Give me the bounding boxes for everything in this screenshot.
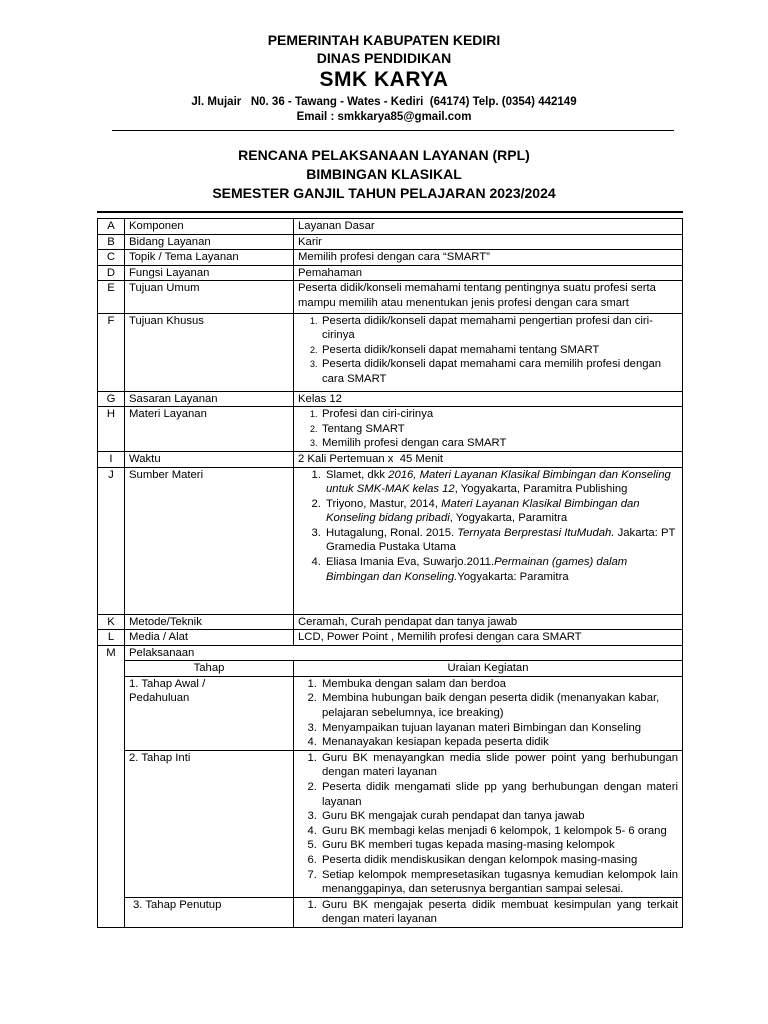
letterhead-address: Jl. Mujair N0. 36 - Tawang - Wates - Kediri (64174) Telp. (0354) 442149 xyxy=(191,96,577,108)
table-top-bar xyxy=(97,211,683,213)
row-label: Materi Layanan xyxy=(125,407,294,452)
row-sasaran xyxy=(98,391,683,407)
list-item: 1. Slamet, dkk 2016, Materi Layanan Klasikal Bimbingan dan Konseling untuk SMK-MAK kelas 12, Yogyakarta, Paramitra Publishing xyxy=(324,468,678,497)
row-letter: M xyxy=(98,645,125,927)
row-label: Komponen xyxy=(125,219,294,235)
row-materi xyxy=(98,407,683,452)
row-waktu xyxy=(98,451,683,467)
letterhead-department: DINAS PENDIDIKAN xyxy=(316,50,452,66)
list-item: 1. Guru BK menayangkan media slide power point yang berhubungan dengan materi layanan xyxy=(320,751,678,780)
row-label: Pelaksanaan xyxy=(125,645,683,661)
row-letter: C xyxy=(98,250,125,266)
activity-list xyxy=(298,898,678,927)
row-label: Media / Alat xyxy=(125,630,294,646)
row-label: Topik / Tema Layanan xyxy=(125,250,294,266)
materi-list xyxy=(298,407,678,451)
row-value: 2 Kali Pertemuan x 45 Menit xyxy=(294,451,683,467)
row-letter: I xyxy=(98,451,125,467)
row-label: Sasaran Layanan xyxy=(125,391,294,407)
rpl-table xyxy=(97,218,683,928)
column-header-tahap: Tahap xyxy=(125,661,294,677)
list-item: 2. Tentang SMART xyxy=(320,422,678,437)
sumber-materi-list xyxy=(298,468,678,585)
list-item: 1. Profesi dan ciri-cirinya xyxy=(320,407,678,422)
stage-activities xyxy=(294,750,683,897)
list-item: 3. Peserta didik/konseli dapat memahami cara memilih profesi dengan cara SMART xyxy=(320,357,678,386)
list-item: 1. Peserta didik/konseli dapat memahami pengertian profesi dan ciri-cirinya xyxy=(320,314,678,343)
row-value: Pemahaman xyxy=(294,265,683,281)
list-item: 4. Eliasa Imania Eva, Suwarjo.2011.Permainan (games) dalam Bimbingan dan Konseling.Yogyakarta: Paramitra xyxy=(324,555,678,584)
stage-name: 1. Tahap Awal / Pedahuluan xyxy=(125,676,294,750)
row-letter: A xyxy=(98,219,125,235)
list-item: 4. Guru BK membagi kelas menjadi 6 kelompok, 1 kelompok 5- 6 orang xyxy=(320,824,678,839)
row-letter: D xyxy=(98,265,125,281)
row-label: Sumber Materi xyxy=(125,467,294,614)
row-tujuan-khusus xyxy=(98,313,683,391)
row-letter: H xyxy=(98,407,125,452)
stage-name: 2. Tahap Inti xyxy=(125,750,294,897)
row-label: Tujuan Khusus xyxy=(125,313,294,391)
stage-name: 3. Tahap Penutup xyxy=(125,897,294,927)
list-item: 2. Peserta didik/konseli dapat memahami tentang SMART xyxy=(320,343,678,358)
row-value: Peserta didik/konseli memahami tentang pentingnya suatu profesi serta mampu memilih atau menentukan jenis profesi dengan cara smart xyxy=(294,281,683,313)
row-letter: G xyxy=(98,391,125,407)
row-sumber-materi xyxy=(98,467,683,614)
row-metode xyxy=(98,614,683,630)
list-item: 3. Guru BK mengajak curah pendapat dan tanya jawab xyxy=(320,809,678,824)
stage-activities xyxy=(294,897,683,927)
list-item: 6. Peserta didik mendiskusikan dengan kelompok masing-masing xyxy=(320,853,678,868)
row-letter: E xyxy=(98,281,125,313)
letterhead-email: Email : smkkarya85@gmail.com xyxy=(296,111,472,123)
row-label: Fungsi Layanan xyxy=(125,265,294,281)
list-item: 2. Membina hubungan baik dengan peserta didik (menanyakan kabar, pelajaran sebelumnya, ice breaking) xyxy=(320,691,678,720)
row-topik xyxy=(98,250,683,266)
list-item: 3. Hutagalung, Ronal. 2015. Ternyata Berprestasi ItuMudah. Jakarta: PT Gramedia Pustaka Utama xyxy=(324,526,678,555)
letterhead-school-name: SMK KARYA xyxy=(319,68,449,91)
stage-row-awal xyxy=(98,676,683,750)
row-label: Metode/Teknik xyxy=(125,614,294,630)
document-subtitle: BIMBINGAN KLASIKAL xyxy=(306,166,462,182)
row-komponen xyxy=(98,219,683,235)
list-item: 3. Memilih profesi dengan cara SMART xyxy=(320,436,678,451)
row-label: Waktu xyxy=(125,451,294,467)
document-title: RENCANA PELAKSANAAN LAYANAN (RPL) xyxy=(238,147,530,163)
list-item: 2. Peserta didik mengamati slide pp yang berhubungan dengan materi layanan xyxy=(320,780,678,809)
row-value: Ceramah, Curah pendapat dan tanya jawab xyxy=(294,614,683,630)
stage-row-inti xyxy=(98,750,683,897)
letterhead-divider xyxy=(112,130,674,131)
tujuan-khusus-list xyxy=(298,314,678,387)
row-value xyxy=(294,313,683,391)
list-item: 5. Guru BK memberi tugas kepada masing-masing kelompok xyxy=(320,838,678,853)
letterhead-government: PEMERINTAH KABUPATEN KEDIRI xyxy=(267,32,501,48)
row-value xyxy=(294,407,683,452)
activity-list xyxy=(298,751,678,897)
row-bidang-layanan xyxy=(98,234,683,250)
row-value: Karir xyxy=(294,234,683,250)
row-pelaksanaan xyxy=(98,645,683,661)
row-media xyxy=(98,630,683,646)
row-value: Kelas 12 xyxy=(294,391,683,407)
row-value: Layanan Dasar xyxy=(294,219,683,235)
row-label: Tujuan Umum xyxy=(125,281,294,313)
pelaksanaan-header-row xyxy=(98,661,683,677)
activity-list xyxy=(298,677,678,750)
list-item: 3. Menyampaikan tujuan layanan materi Bimbingan dan Konseling xyxy=(320,721,678,736)
row-tujuan-umum xyxy=(98,281,683,313)
row-label: Bidang Layanan xyxy=(125,234,294,250)
stage-activities xyxy=(294,676,683,750)
row-value xyxy=(294,467,683,614)
row-value: Memilih profesi dengan cara “SMART” xyxy=(294,250,683,266)
row-letter: F xyxy=(98,313,125,391)
list-item: 2. Triyono, Mastur, 2014, Materi Layanan Klasikal Bimbingan dan Konseling bidang pribadi, Yogyakarta, Paramitra xyxy=(324,497,678,526)
row-letter: J xyxy=(98,467,125,614)
row-letter: B xyxy=(98,234,125,250)
list-item: 1. Membuka dengan salam dan berdoa xyxy=(320,677,678,692)
list-item: 4. Menanayakan kesiapan kepada peserta didik xyxy=(320,735,678,750)
row-fungsi xyxy=(98,265,683,281)
stage-row-penutup xyxy=(98,897,683,927)
column-header-uraian: Uraian Kegiatan xyxy=(294,661,683,677)
list-item: 7. Setiap kelompok mempresetasikan tugasnya kemudian kelompok lain menanggapinya, dan seterusnya bergantian sampai selesai. xyxy=(320,868,678,897)
row-letter: K xyxy=(98,614,125,630)
document-semester: SEMESTER GANJIL TAHUN PELAJARAN 2023/2024 xyxy=(212,185,556,201)
list-item: 1. Guru BK mengajak peserta didik membuat kesimpulan yang terkait dengan materi layanan xyxy=(320,898,678,927)
row-value: LCD, Power Point , Memilih profesi dengan cara SMART xyxy=(294,630,683,646)
row-letter: L xyxy=(98,630,125,646)
